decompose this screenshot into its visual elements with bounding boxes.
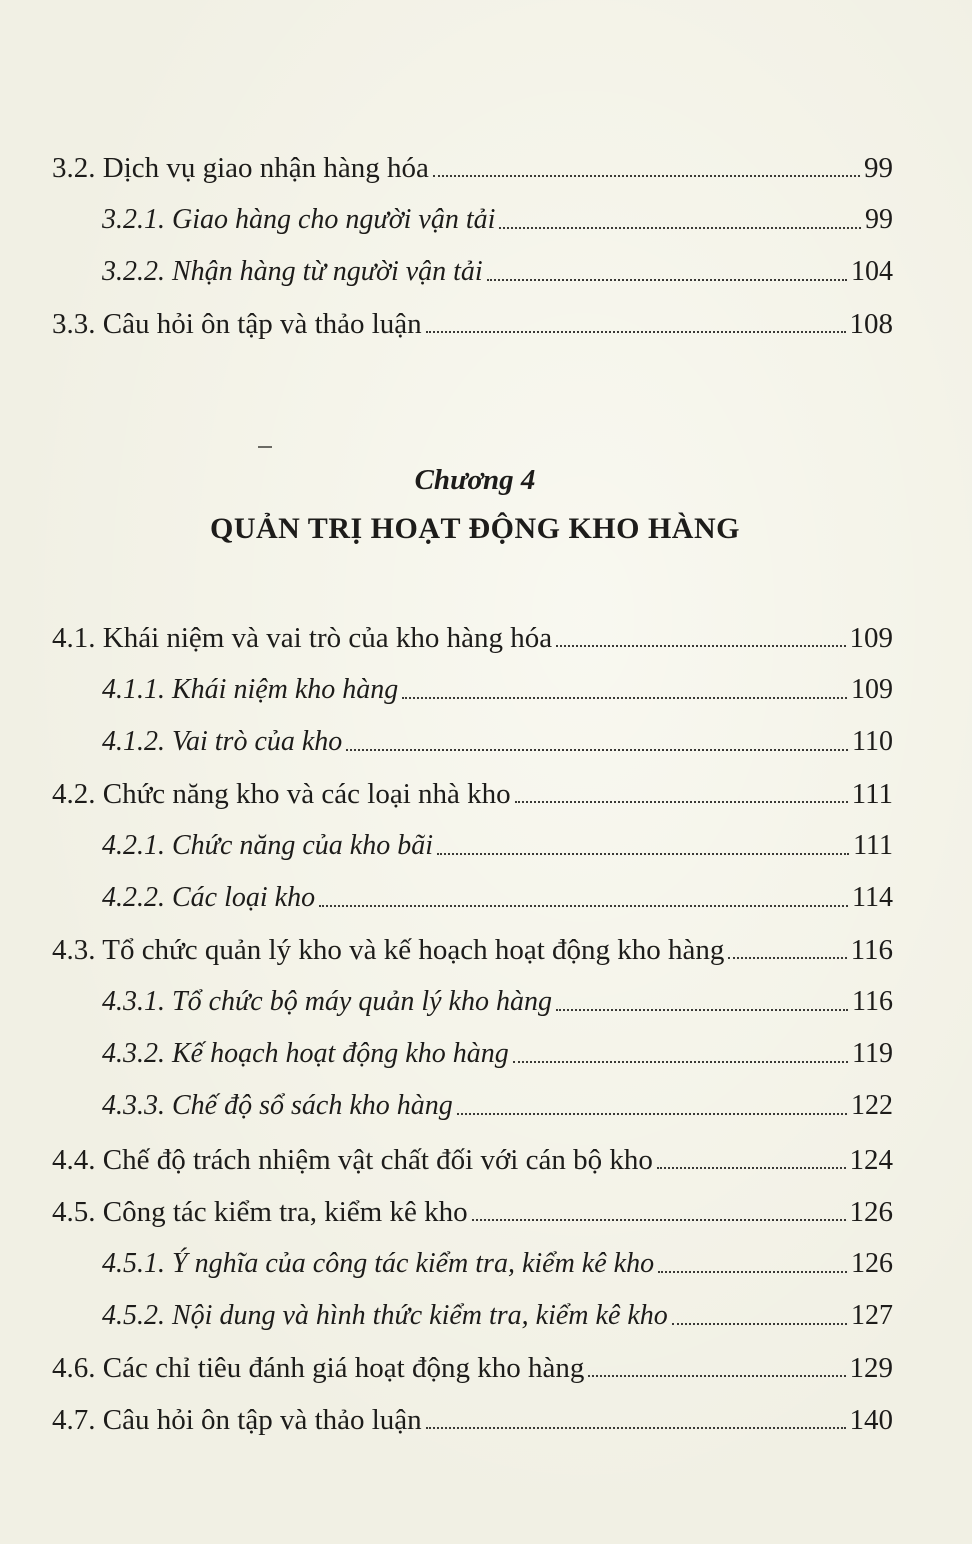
toc-entry-page: 111 <box>851 778 893 810</box>
toc-entry-page: 104 <box>851 256 893 287</box>
toc-entry <box>102 1088 893 1124</box>
toc-entry-title: 4.1.2. Vai trò của kho <box>102 726 343 757</box>
toc-entry-page: 109 <box>849 622 893 654</box>
toc-entry <box>102 202 893 238</box>
dot-leader <box>402 697 847 699</box>
toc-entry-page: 109 <box>851 674 893 705</box>
toc-entry-title: 4.5.1. Ý nghĩa của công tác kiểm tra, kiểm kê kho <box>102 1248 655 1279</box>
toc-entry-page: 126 <box>849 1196 893 1228</box>
toc-entry-title: 4.2.1. Chức năng của kho bãi <box>102 830 434 861</box>
toc-entry <box>52 620 893 656</box>
toc-entry-page: 124 <box>849 1144 893 1176</box>
dot-leader <box>346 749 848 751</box>
dot-leader <box>556 1009 848 1011</box>
dot-leader <box>515 801 848 803</box>
toc-entry-page: 122 <box>851 1090 893 1121</box>
dot-leader <box>657 1167 846 1169</box>
toc-entry-title: 4.5.2. Nội dung và hình thức kiểm tra, kiểm kê kho <box>102 1300 668 1331</box>
toc-entry-title: 3.2. Dịch vụ giao nhận hàng hóa <box>52 152 429 184</box>
toc-entry <box>102 1298 893 1334</box>
dot-leader <box>513 1061 848 1063</box>
toc-entry-page: 114 <box>852 882 893 913</box>
toc-entry <box>52 1142 893 1178</box>
toc-entry-page: 119 <box>852 1038 893 1069</box>
toc-entry <box>52 150 893 186</box>
dot-leader <box>728 957 846 959</box>
toc-entry-page: 110 <box>852 726 893 757</box>
toc-entry-page: 129 <box>849 1352 893 1384</box>
dot-leader <box>487 279 847 281</box>
toc-entry-title: 4.3.2. Kế hoạch hoạt động kho hàng <box>102 1038 509 1069</box>
toc-entry-title: 3.3. Câu hỏi ôn tập và thảo luận <box>52 308 422 340</box>
toc-entry-page: 99 <box>865 204 893 235</box>
print-mark <box>258 446 272 448</box>
toc-entry-title: 4.3.1. Tổ chức bộ máy quản lý kho hàng <box>102 986 552 1017</box>
chapter-title: QUẢN TRỊ HOẠT ĐỘNG KHO HÀNG <box>210 512 740 545</box>
toc-entry <box>102 984 893 1020</box>
toc-entry <box>102 254 893 290</box>
toc-entry-page: 99 <box>864 152 893 184</box>
toc-entry-title: 4.1. Khái niệm và vai trò của kho hàng hóa <box>52 622 553 654</box>
dot-leader <box>472 1219 846 1221</box>
toc-entry <box>102 828 893 864</box>
toc-entry-title: 4.5. Công tác kiểm tra, kiểm kê kho <box>52 1196 468 1228</box>
dot-leader <box>588 1375 845 1377</box>
dot-leader <box>319 905 848 907</box>
toc-entry <box>102 672 893 708</box>
dot-leader <box>426 331 846 333</box>
toc-entry-page: 127 <box>851 1300 893 1331</box>
dot-leader <box>556 645 845 647</box>
dot-leader <box>437 853 849 855</box>
toc-entry-title: 4.4. Chế độ trách nhiệm vật chất đối với cán bộ kho <box>52 1144 653 1176</box>
toc-entry-title: 4.2.2. Các loại kho <box>102 882 316 913</box>
toc-entry-page: 111 <box>853 830 893 861</box>
toc-entry <box>102 724 893 760</box>
toc-entry <box>52 1194 893 1230</box>
toc-entry-page: 140 <box>849 1404 893 1436</box>
dot-leader <box>658 1271 847 1273</box>
dot-leader <box>672 1323 847 1325</box>
chapter-label: Chương 4 <box>414 464 536 496</box>
toc-entry <box>52 306 893 342</box>
toc-entry <box>102 880 893 916</box>
toc-entry-title: 3.2.2. Nhận hàng từ người vận tải <box>102 256 483 287</box>
toc-entry <box>102 1036 893 1072</box>
toc-entry-page: 116 <box>850 934 893 966</box>
toc-entry <box>52 1402 893 1438</box>
toc-entry-title: 4.7. Câu hỏi ôn tập và thảo luận <box>52 1404 422 1436</box>
toc-entry-title: 3.2.1. Giao hàng cho người vận tải <box>102 204 496 235</box>
toc-entry-page: 108 <box>849 308 893 340</box>
toc-entry-title: 4.2. Chức năng kho và các loại nhà kho <box>52 778 511 810</box>
toc-entry-page: 116 <box>852 986 893 1017</box>
toc-entry <box>52 932 893 968</box>
toc-entry-page: 126 <box>851 1248 893 1279</box>
dot-leader <box>499 227 861 229</box>
toc-entry <box>52 1350 893 1386</box>
toc-entry <box>52 776 893 812</box>
dot-leader <box>426 1427 846 1429</box>
dot-leader <box>457 1113 847 1115</box>
toc-entry-title: 4.6. Các chỉ tiêu đánh giá hoạt động kho hàng <box>52 1352 585 1384</box>
toc-entry-title: 4.3. Tổ chức quản lý kho và kế hoạch hoạt động kho hàng <box>52 934 725 966</box>
toc-entry-title: 4.1.1. Khái niệm kho hàng <box>102 674 399 705</box>
toc-entry-title: 4.3.3. Chế độ sổ sách kho hàng <box>102 1090 453 1121</box>
toc-entry <box>102 1246 893 1282</box>
dot-leader <box>433 175 860 177</box>
